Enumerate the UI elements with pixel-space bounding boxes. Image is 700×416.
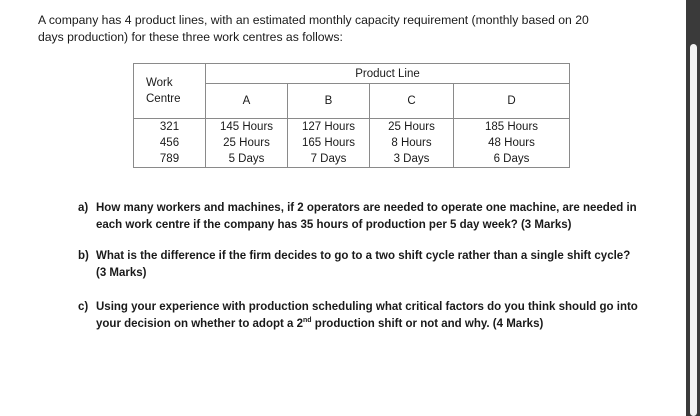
question-line: your decision on whether to adopt a 2nd production shift or not and why. (4 Marks) <box>96 317 544 330</box>
intro-line-2: days production) for these three work centres as follows: <box>38 30 343 44</box>
question-c <box>78 299 653 333</box>
work-centre-cell: 321 <box>134 119 206 136</box>
scrollbar-track[interactable] <box>686 0 700 416</box>
work-centre-cell: 789 <box>134 151 206 168</box>
table-cell: 165 Hours <box>288 135 370 151</box>
question-line: Using your experience with production scheduling what critical factors do you think should go into <box>96 301 638 313</box>
table-cell: 127 Hours <box>288 119 370 136</box>
scrollbar-thumb[interactable] <box>690 44 697 416</box>
capacity-table <box>133 63 570 168</box>
question-line: What is the difference if the firm decides to go to a two shift cycle rather than a single shift cycle? <box>96 250 631 262</box>
table-cell: 7 Days <box>288 151 370 168</box>
intro-paragraph <box>38 12 638 46</box>
question-b <box>78 248 653 282</box>
question-a <box>78 200 653 234</box>
question-marker: c) <box>78 301 89 313</box>
table-cell: 145 Hours <box>206 119 288 136</box>
table-row <box>134 119 570 136</box>
work-centre-header: Work Centre <box>146 77 181 105</box>
question-marker: a) <box>78 202 89 214</box>
table-cell: 185 Hours <box>454 119 570 136</box>
column-header-c: C <box>370 84 454 119</box>
column-header-d: D <box>454 84 570 119</box>
table-cell: 6 Days <box>454 151 570 168</box>
table-cell: 25 Hours <box>206 135 288 151</box>
table-cell: 5 Days <box>206 151 288 168</box>
table-cell: 8 Hours <box>370 135 454 151</box>
question-line: each work centre if the company has 35 hours of production per 5 day week? (3 Marks) <box>96 219 572 231</box>
work-centre-cell: 456 <box>134 135 206 151</box>
column-header-b: B <box>288 84 370 119</box>
intro-line-1: A company has 4 product lines, with an estimated monthly capacity requirement (monthly based on 20 <box>38 13 589 27</box>
question-line: How many workers and machines, if 2 operators are needed to operate one machine, are needed in <box>96 202 637 214</box>
product-line-header: Product Line <box>206 64 570 84</box>
table-row <box>134 135 570 151</box>
table-cell: 3 Days <box>370 151 454 168</box>
column-header-a: A <box>206 84 288 119</box>
question-marker: b) <box>78 250 89 262</box>
table-corner-cell <box>134 64 206 119</box>
question-line: (3 Marks) <box>96 267 147 279</box>
table-row <box>134 151 570 168</box>
table-cell: 25 Hours <box>370 119 454 136</box>
table-cell: 48 Hours <box>454 135 570 151</box>
